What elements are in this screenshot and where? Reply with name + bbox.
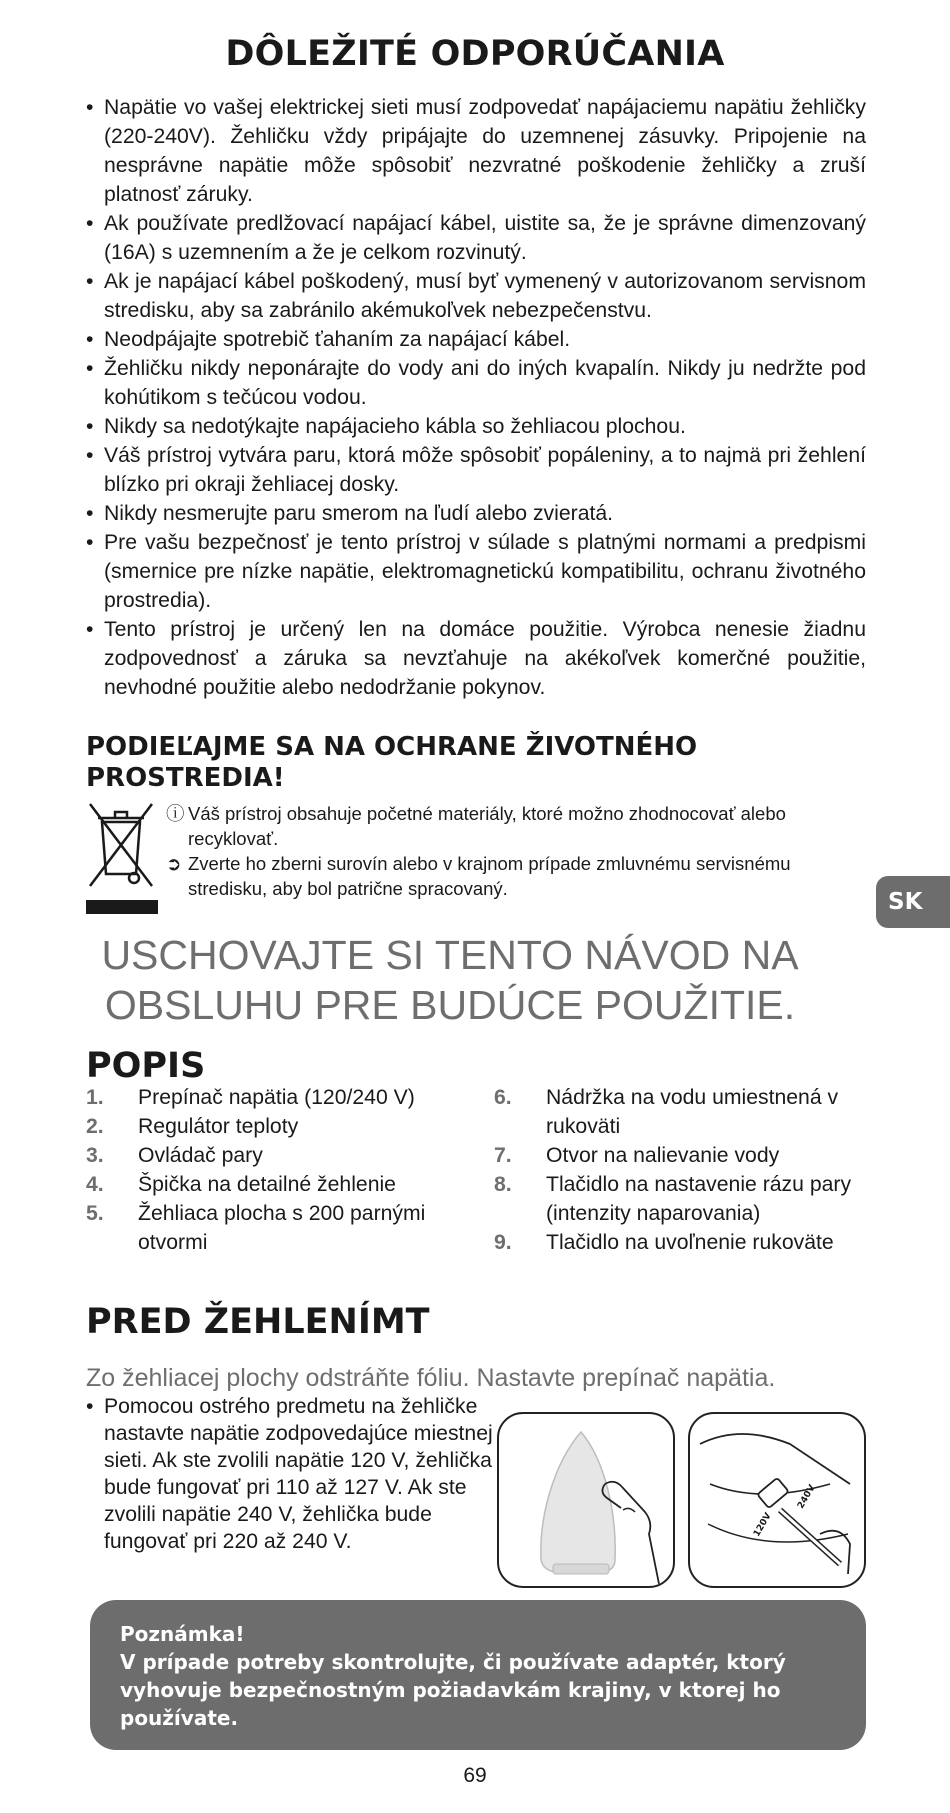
environment-heading: PODIEĽAJME SA NA OCHRANE ŽIVOTNÉHO PROSTREDIA! (86, 732, 698, 793)
list-item: • Nikdy sa nedotýkajte napájacieho kábla so žehliacou plochou. (86, 412, 866, 441)
list-item: • Ak je napájací kábel poškodený, musí byť vymenený v autorizovanom servisnom stredisku, aby sa zabránilo akémukoľvek nebezpečenstvu. (86, 267, 866, 325)
note-box (90, 1600, 866, 1750)
list-item: 1. Prepínač napätia (120/240 V) (86, 1086, 415, 1109)
list-item: 2. Regulátor teploty (86, 1115, 299, 1138)
list-item: 8. Tlačidlo na nastavenie rázu pary (intenzity naparovania) (494, 1173, 852, 1225)
language-tab: SK (876, 876, 950, 928)
parts-list-left (86, 1083, 456, 1257)
keep-manual-banner: USCHOVAJTE SI TENTO NÁVOD NA OBSLUHU PRE BUDÚCE POUŽITIE. (101, 932, 799, 1028)
voltage-instructions: • Pomocou ostrého predmetu na žehličke nastavte napätie zodpovedajúce miestnej sieti. Ak ste zvolili napätie 120 V, žehlička bude fungovať pri 110 až 127 V. Ak ste zvolili napätie 240 V, žehlička bude fungovať pri 220 až 240 V. (86, 1393, 496, 1555)
iron-soleplate-icon (499, 1414, 673, 1586)
label-240v: 240V (796, 1483, 818, 1511)
note-text: V prípade potreby skontrolujte, či používate adaptér, ktorý vyhovuje bezpečnostným požiadavkám krajiny, v ktorej ho používate. (120, 1650, 786, 1730)
page-title: DÔLEŽITÉ ODPORÚČANIA (225, 34, 725, 74)
parts-list-right (494, 1083, 866, 1257)
section-subtitle: Zo žehliacej plochy odstráňte fóliu. Nastavte prepínač napätia. (86, 1364, 776, 1392)
arrow-icon: ➲ (166, 853, 182, 874)
environment-info: ⓘ Váš prístroj obsahuje početné materiály, ktoré možno zhodnocovať alebo recyklovať. ➲ Zverte ho zberni surovín alebo v krajnom prípade zmluvnému servisnému stredisku, aby bol patrične spracovaný. (166, 803, 791, 899)
list-item: • Ak používate predlžovací napájací kábel, uistite sa, že je správne dimenzovaný (16A) s uzemnením a že je celkom rozvinutý. (86, 209, 866, 267)
list-item: • Pre vašu bezpečnosť je tento prístroj v súlade s platnými normami a predpismi (smernice pre nízke napätie, elektromagnetickú kompatibilitu, ochranu životného prostredia). (86, 528, 866, 615)
iron-illustration (497, 1412, 675, 1588)
list-item: • Nikdy nesmerujte paru smerom na ľudí alebo zvieratá. (86, 499, 866, 528)
info-icon: ⓘ (166, 803, 185, 824)
list-item: • Napätie vo vašej elektrickej sieti musí zodpovedať napájaciemu napätiu žehličky (220-240V). Žehličku vždy pripájajte do uzemnenej zásuvky. Pripojenie na nesprávne napätie môže spôsobiť nezvratné poškodenie žehličky a zruší platnosť záruky. (86, 93, 866, 209)
safety-list (86, 93, 866, 702)
list-item: 9. Tlačidlo na uvoľnenie rukoväte (494, 1231, 834, 1254)
recycle-bin-icon (86, 800, 158, 918)
list-item: • Neodpájajte spotrebič ťahaním za napájací kábel. (86, 325, 866, 354)
section-title-pred: PRED ŽEHLENÍMT (86, 1302, 430, 1342)
voltage-switch-illustration (688, 1412, 866, 1588)
list-item: 5. Žehliaca plocha s 200 parnými otvormi (86, 1202, 426, 1254)
section-title-popis: POPIS (86, 1046, 206, 1086)
page-number: 69 (463, 1764, 487, 1787)
list-item: 3. Ovládač pary (86, 1144, 263, 1167)
list-item: • Váš prístroj vytvára paru, ktorá môže spôsobiť popáleniny, a to najmä pri žehlení blízko pri okraji žehliacej dosky. (86, 441, 866, 499)
list-item: • Žehličku nikdy neponárajte do vody ani do iných kvapalín. Nikdy ju nedržte pod kohútikom s tečúcou vodou. (86, 354, 866, 412)
note-title: Poznámka! (120, 1622, 245, 1646)
list-item: 7. Otvor na nalievanie vody (494, 1144, 780, 1167)
label-120v: 120V (752, 1511, 774, 1539)
list-item: 4. Špička na detailné žehlenie (86, 1173, 396, 1196)
list-item: • Tento prístroj je určený len na domáce použitie. Výrobca nenesie žiadnu zodpovednosť a záruka sa nevzťahuje na akékoľvek komerčné použitie, nevhodné použitie alebo nedodržanie pokynov. (86, 615, 866, 702)
list-item: 6. Nádržka na vodu umiestnená v rukoväti (494, 1086, 839, 1138)
voltage-switch-icon (690, 1414, 864, 1586)
